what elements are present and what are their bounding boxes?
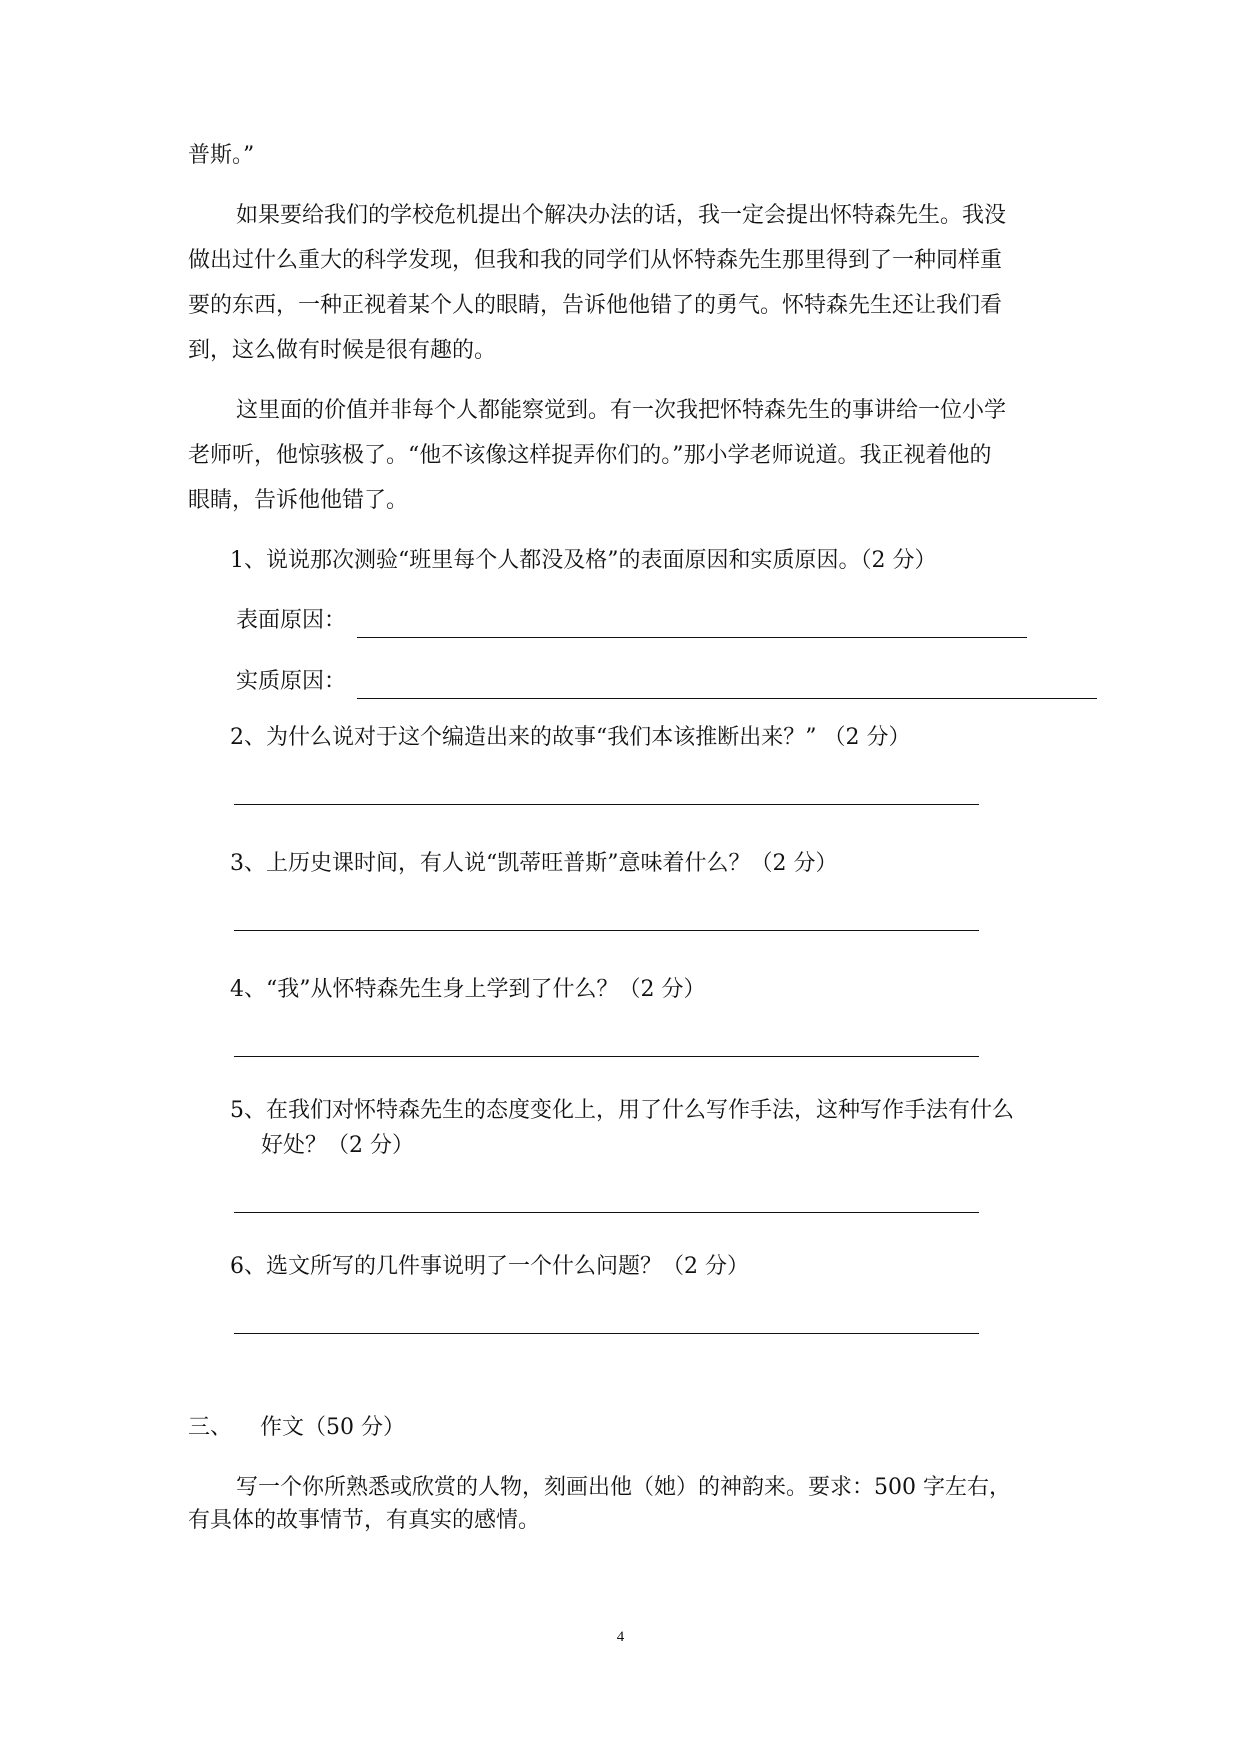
passage-line: 普斯。”: [188, 143, 255, 168]
essay-prompt-line: 写一个你所熟悉或欣赏的人物，刻画出他（她）的神韵来。要求：500 字左右，: [236, 1475, 1011, 1500]
passage-line: 眼睛，告诉他他错了。: [188, 488, 409, 513]
passage-line: 到，这么做有时候是很有趣的。: [188, 338, 497, 363]
section-3-title: 作文（50 分）: [260, 1415, 405, 1440]
essay-prompt-line: 有具体的故事情节，有真实的感情。: [188, 1508, 541, 1533]
question-3: 3、上历史课时间，有人说“凯蒂旺普斯”意味着什么？（2 分）: [230, 851, 838, 876]
passage-line: 做出过什么重大的科学发现，但我和我的同学们从怀特森先生那里得到了一种同样重: [188, 248, 1003, 273]
question-5-answer-line[interactable]: [234, 1212, 979, 1213]
question-4-answer-line[interactable]: [234, 1056, 979, 1057]
section-3-number: 三、: [188, 1415, 233, 1440]
passage-line: 要的东西，一种正视着某个人的眼睛，告诉他他错了的勇气。怀特森先生还让我们看: [188, 293, 1003, 318]
passage-line: 如果要给我们的学校危机提出个解决办法的话，我一定会提出怀特森先生。我没: [236, 203, 1007, 228]
essence-reason-label: 实质原因：: [236, 669, 347, 694]
surface-reason-label: 表面原因：: [236, 608, 347, 633]
question-2-answer-line[interactable]: [234, 804, 979, 805]
question-6-answer-line[interactable]: [234, 1333, 979, 1334]
page-number: 4: [616, 1629, 625, 1645]
passage-line: 老师听，他惊骇极了。“他不该像这样捉弄你们的。”那小学老师说道。我正视着他的: [188, 443, 992, 468]
question-6: 6、选文所写的几件事说明了一个什么问题？（2 分）: [230, 1254, 749, 1279]
question-2: 2、为什么说对于这个编造出来的故事“我们本该推断出来？” （2 分）: [230, 725, 911, 750]
question-5: 5、在我们对怀特森先生的态度变化上，用了什么写作手法，这种写作手法有什么: [230, 1098, 1014, 1123]
question-5-cont: 好处？（2 分）: [261, 1133, 414, 1158]
surface-reason-answer-line[interactable]: [357, 637, 1027, 638]
question-1: 1、说说那次测验“班里每个人都没及格”的表面原因和实质原因。（2 分）: [230, 548, 937, 573]
passage-line: 这里面的价值并非每个人都能察觉到。有一次我把怀特森先生的事讲给一位小学: [236, 398, 1007, 423]
question-3-answer-line[interactable]: [234, 930, 979, 931]
essence-reason-answer-line[interactable]: [357, 698, 1097, 699]
question-4: 4、“我”从怀特森先生身上学到了什么？（2 分）: [230, 977, 706, 1002]
